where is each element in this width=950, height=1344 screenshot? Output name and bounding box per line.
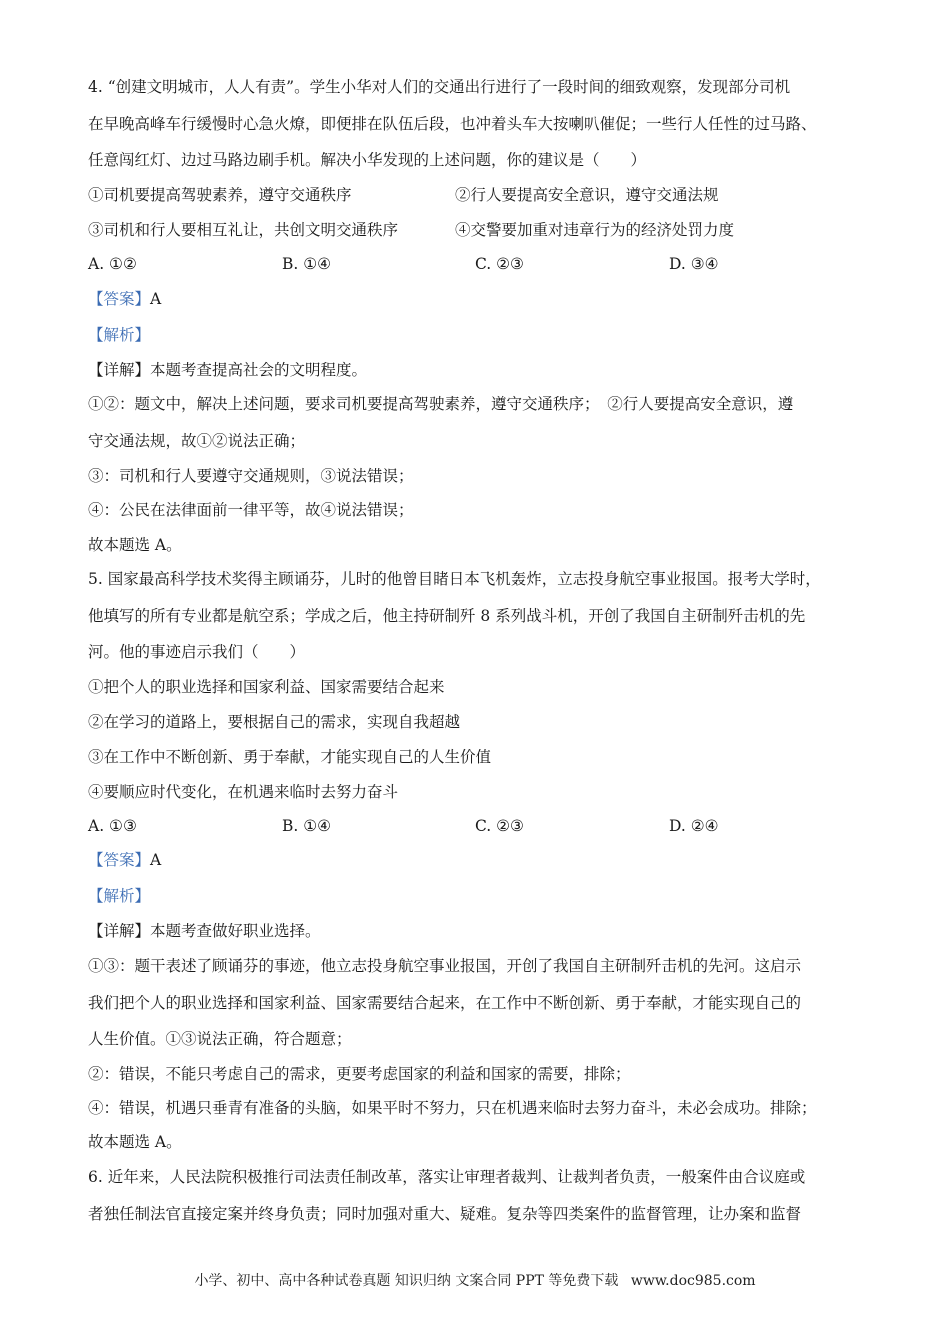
q5-explain-1c: 人生价值。①③说法正确，符合题意； [88,1030,352,1048]
footer-site-link[interactable]: www.doc985.com [630,1273,756,1289]
q5-option-b: B. ①④ [282,817,332,835]
q5-explain-1b: 我们把个人的职业选择和国家利益、国家需要结合起来，在工作中不断创新、勇于奉献，才能实现自己的 [88,994,802,1012]
q4-option-d: D. ③④ [669,255,719,273]
q5-option-c: C. ②③ [475,817,524,835]
q4-answer-value: A [150,290,162,308]
q4-explain-1b: 守交通法规，故①②说法正确； [88,432,306,450]
q5-detail-tag: 【详解】 [88,922,151,940]
q5-conclusion: 故本题选 A。 [88,1133,182,1151]
q6-stem-line-1: 6. 近年来，人民法院积极推行司法责任制改革，落实让审理者裁判、让裁判者负责，一般案件由合议庭或 [88,1168,806,1186]
q4-stem-line-2: 在早晚高峰车行缓慢时心急火燎，即便排在队伍后段，也冲着头车大按喇叭催促；一些行人任性的过马路、 [88,115,817,133]
q4-statement-3: ③司机和行人要相互礼让，共创文明交通秩序 [88,221,399,239]
q4-answer [88,289,161,309]
q4-stem-line-1: 4. “创建文明城市，人人有责”。学生小华对人们的交通出行进行了一段时间的细致观察，发现部分司机 [88,78,791,96]
q4-option-a: A. ①② [88,255,137,273]
q4-option-c: C. ②③ [475,255,524,273]
q4-explain-3: ④：公民在法律面前一律平等，故④说法错误； [88,501,414,519]
q4-detail-text: 本题考查提高社会的文明程度。 [150,361,368,379]
q4-answer-tag: 【答案】 [88,290,151,308]
footer-text: 小学、初中、高中各种试卷真题 知识归纳 文案合同 PPT 等免费下载 [194,1273,619,1289]
q4-explain-2: ③：司机和行人要遵守交通规则，③说法错误； [88,467,414,485]
q5-option-a: A. ①③ [88,817,137,835]
q5-answer-value: A [150,851,162,869]
page-footer [0,1270,950,1290]
q5-explain-1a: ①③：题干表述了顾诵芬的事迹，他立志投身航空事业报国，开创了我国自主研制歼击机的先河。这启示 [88,957,802,975]
q5-explain-3: ④：错误，机遇只垂青有准备的头脑，如果平时不努力，只在机遇来临时去努力奋斗，未必会成功。排除； [88,1099,817,1117]
q5-analysis-tag: 【解析】 [88,887,151,905]
q5-answer [88,850,161,870]
q5-explain-2: ②：错误，不能只考虑自己的需求，更要考虑国家的利益和国家的需要，排除； [88,1065,631,1083]
q4-statement-4: ④交警要加重对违章行为的经济处罚力度 [455,221,735,239]
q5-stem-line-3: 河。他的事迹启示我们（ ） [88,643,306,661]
q5-stem-line-2: 他填写的所有专业都是航空系；学成之后，他主持研制歼 8 系列战斗机，开创了我国自主研制歼击机的先 [88,607,806,625]
q5-statement-1: ①把个人的职业选择和国家利益、国家需要结合起来 [88,678,445,696]
q5-stem-line-1: 5. 国家最高科学技术奖得主顾诵芬，儿时的他曾目睹日本飞机轰炸，立志投身航空事业报国。报考大学时， [88,570,821,588]
q4-analysis-tag: 【解析】 [88,326,151,344]
q5-statement-3: ③在工作中不断创新、勇于奉献，才能实现自己的人生价值 [88,748,492,766]
q4-detail-tag: 【详解】 [88,361,151,379]
q4-conclusion: 故本题选 A。 [88,536,182,554]
q4-stem-line-3: 任意闯红灯、边过马路边刷手机。解决小华发现的上述问题，你的建议是（ ） [88,151,647,169]
q4-option-b: B. ①④ [282,255,332,273]
q5-option-d: D. ②④ [669,817,719,835]
q5-detail [88,921,321,941]
q4-explain-1a: ①②：题文中，解决上述问题，要求司机要提高驾驶素养，遵守交通秩序； ②行人要提高安全意识，遵 [88,395,794,413]
q5-detail-text: 本题考查做好职业选择。 [150,922,321,940]
q4-statement-1: ①司机要提高驾驶素养，遵守交通秩序 [88,186,352,204]
q5-statement-2: ②在学习的道路上，要根据自己的需求，实现自我超越 [88,713,461,731]
q5-statement-4: ④要顺应时代变化，在机遇来临时去努力奋斗 [88,783,399,801]
q4-detail [88,360,367,380]
q4-statement-2: ②行人要提高安全意识，遵守交通法规 [455,186,719,204]
q5-answer-tag: 【答案】 [88,851,151,869]
q6-stem-line-2: 者独任制法官直接定案并终身负责；同时加强对重大、疑难。复杂等四类案件的监督管理，让办案和监督 [88,1205,802,1223]
